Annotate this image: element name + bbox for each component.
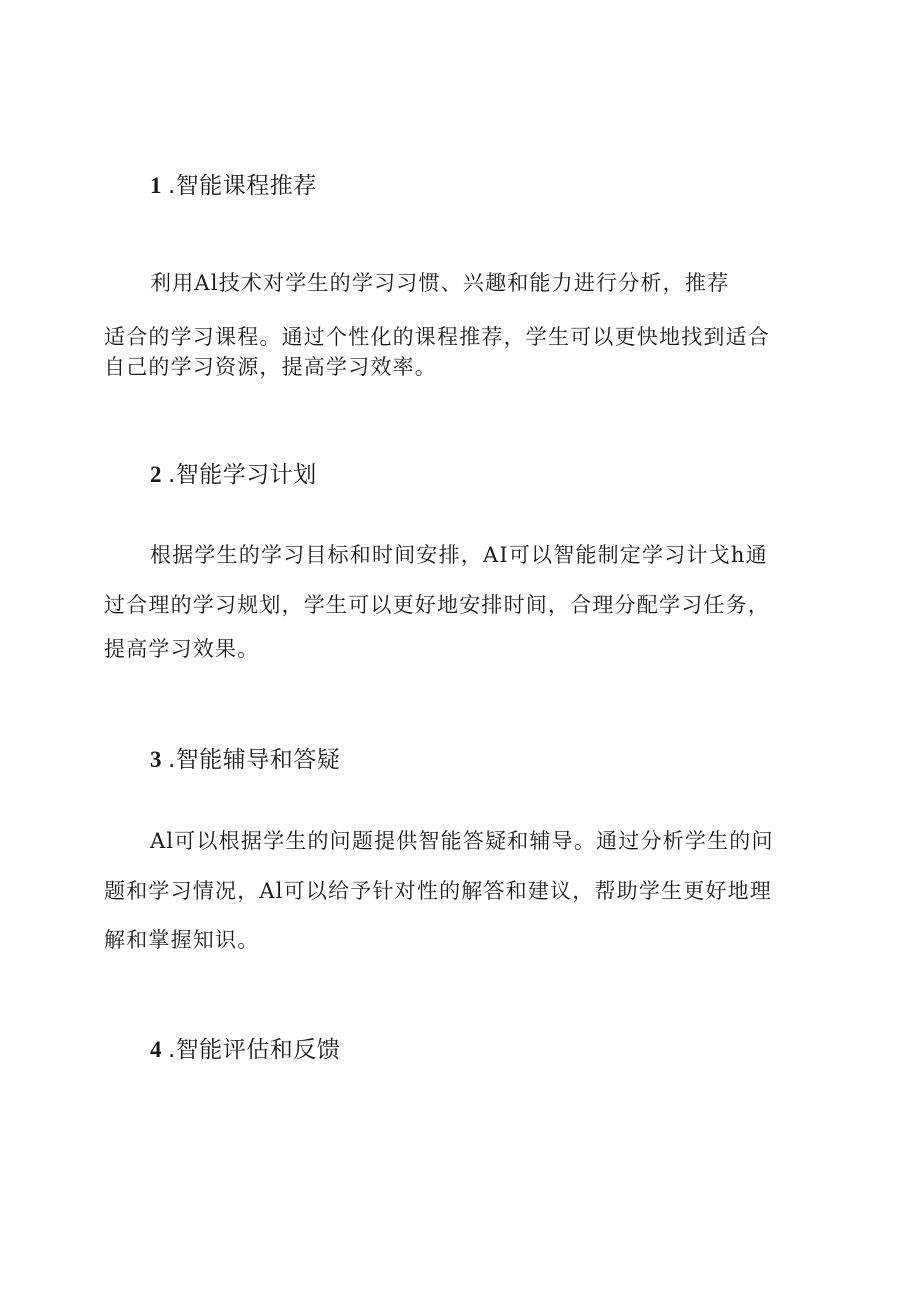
paragraph-line: 利用Al技术对学生的学习习惯、兴趣和能力进行分析，推荐 bbox=[150, 271, 730, 295]
paragraph-line: 适合的学习课程。通过个性化的课程推荐，学生可以更快地找到适合 bbox=[104, 325, 770, 349]
section-heading-3 bbox=[150, 745, 340, 775]
section-number: 4 bbox=[150, 1037, 162, 1062]
section-heading-2 bbox=[150, 460, 317, 490]
section-heading-4 bbox=[150, 1035, 340, 1065]
section-title: .智能评估和反馈 bbox=[168, 1037, 341, 1063]
section-heading-1 bbox=[150, 171, 317, 201]
paragraph-line: 解和掌握知识。 bbox=[104, 928, 260, 952]
paragraph-line: Al可以根据学生的问题提供智能答疑和辅导。通过分析学生的问 bbox=[150, 829, 774, 853]
paragraph-line: 题和学习情况，Al可以给予针对性的解答和建议，帮助学生更好地理 bbox=[104, 879, 773, 903]
section-number: 2 bbox=[150, 462, 162, 487]
paragraph-line: 过合理的学习规划，学生可以更好地安排时间，合理分配学习任务， bbox=[104, 593, 770, 617]
paragraph-line: 提高学习效果。 bbox=[104, 637, 260, 661]
section-title: .智能辅导和答疑 bbox=[168, 747, 341, 773]
paragraph-line: 根据学生的学习目标和时间安排，AI可以智能制定学习计戈h通 bbox=[150, 543, 768, 567]
paragraph-line: 自己的学习资源，提高学习效率。 bbox=[104, 355, 437, 379]
section-title: .智能课程推荐 bbox=[168, 173, 317, 199]
section-number: 3 bbox=[150, 747, 162, 772]
section-number: 1 bbox=[150, 173, 162, 198]
section-title: .智能学习计划 bbox=[168, 462, 317, 488]
